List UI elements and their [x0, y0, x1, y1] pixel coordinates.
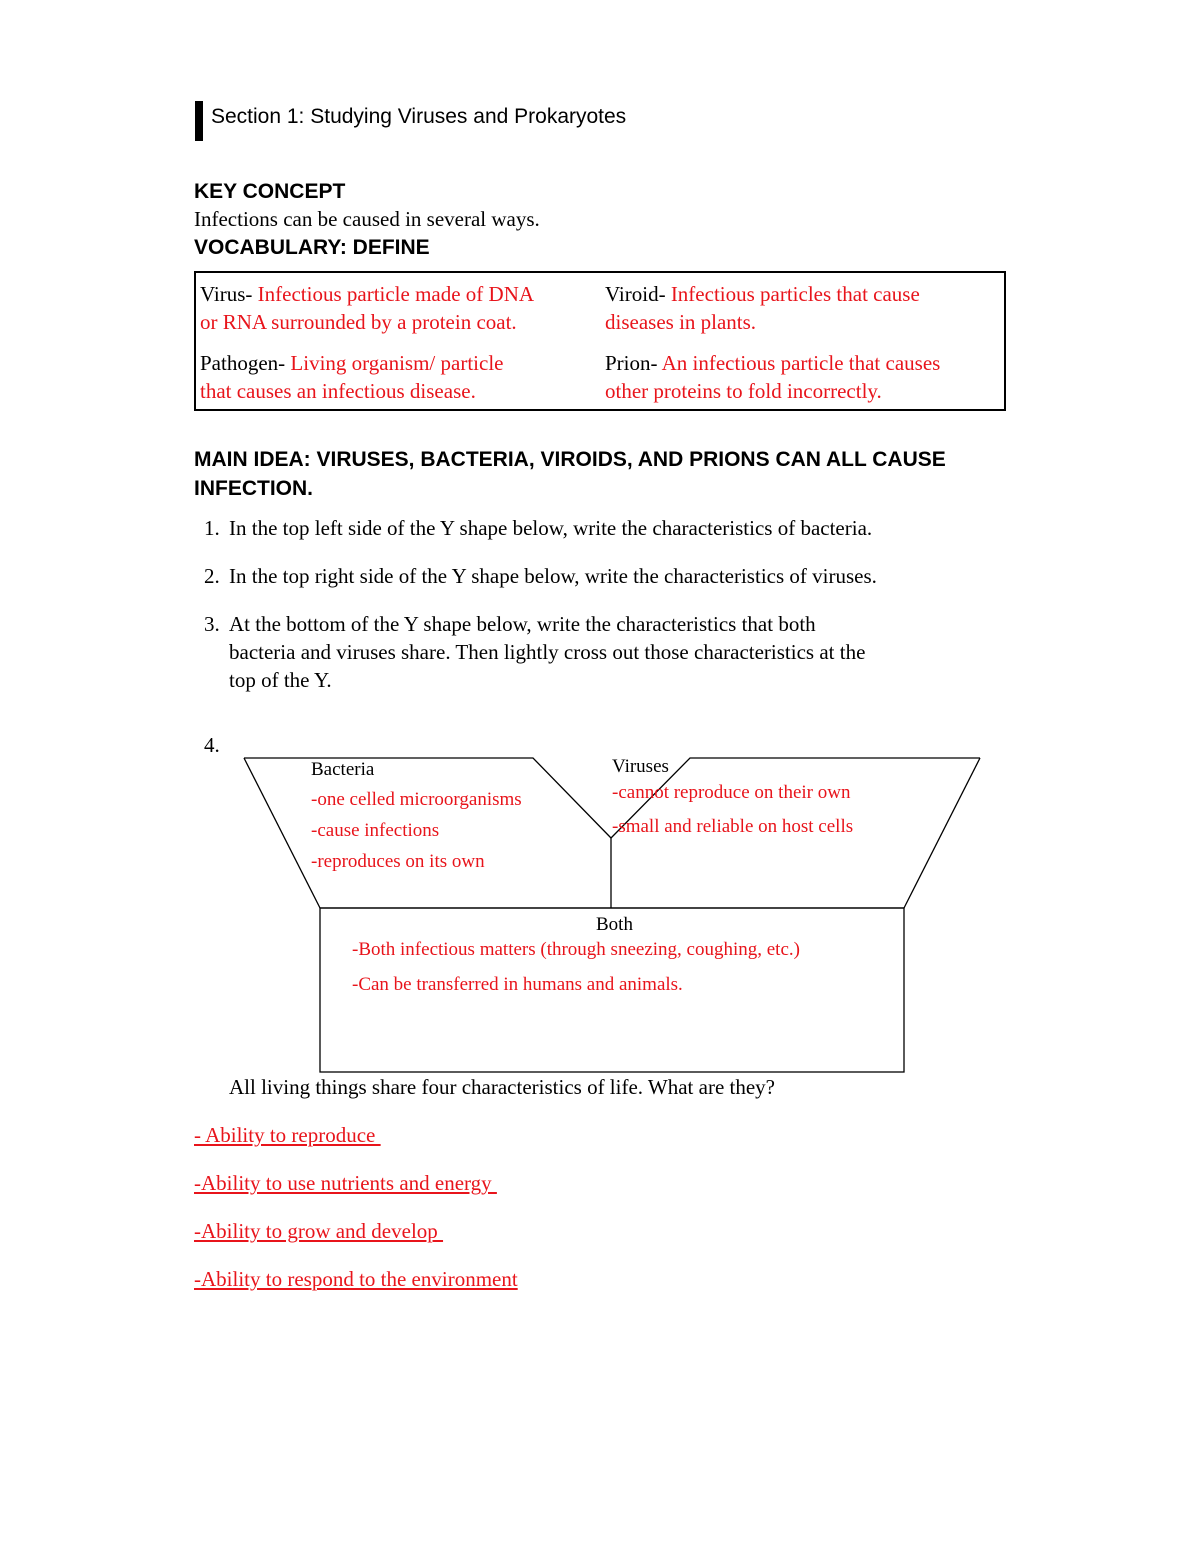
viruses-item: -cannot reproduce on their own	[612, 782, 851, 803]
both-item: -Can be transferred in humans and animals.	[352, 974, 683, 995]
both-label: Both	[596, 914, 633, 935]
vocab-definition: that causes an infectious disease.	[200, 379, 476, 403]
diagram-number: 4.	[204, 733, 220, 757]
y-shape-left-edge	[244, 758, 320, 908]
bacteria-label: Bacteria	[311, 759, 375, 780]
vocabulary-heading: VOCABULARY: DEFINE	[194, 236, 430, 259]
instruction-number: 1.	[204, 516, 220, 540]
vocab-definition: Infectious particle made of DNA	[257, 282, 535, 306]
vocab-definition: or RNA surrounded by a protein coat.	[200, 310, 517, 334]
instruction-number: 2.	[204, 564, 220, 588]
vocab-term: Pathogen-	[200, 351, 286, 375]
bacteria-item: -one celled microorganisms	[311, 789, 522, 810]
life-answer: -Ability to respond to the environment	[194, 1267, 518, 1291]
life-question: All living things share four characteristics of life. What are they?	[229, 1075, 775, 1099]
instruction-number: 3.	[204, 612, 220, 636]
y-shape-right-edge	[904, 758, 980, 908]
vocab-term: Virus-	[200, 282, 253, 306]
life-answer: -Ability to grow and develop	[194, 1219, 444, 1243]
vocab-definition: diseases in plants.	[605, 310, 757, 334]
viruses-item: -small and reliable on host cells	[612, 816, 854, 837]
vocab-definition: Living organism/ particle	[290, 351, 504, 375]
main-idea-line1: MAIN IDEA: VIRUSES, BACTERIA, VIROIDS, AND PRIONS CAN ALL CAUSE	[194, 448, 946, 471]
vocab-definition: Infectious particles that cause	[670, 282, 920, 306]
both-item: -Both infectious matters (through sneezing, coughing, etc.)	[352, 939, 800, 960]
section-title: Section 1: Studying Viruses and Prokaryotes	[211, 105, 627, 128]
key-concept-heading: KEY CONCEPT	[194, 180, 346, 203]
vocab-definition: other proteins to fold incorrectly.	[605, 379, 882, 403]
key-concept-text: Infections can be caused in several ways.	[194, 207, 540, 231]
instruction-text: At the bottom of the Y shape below, write the characteristics that both	[229, 612, 816, 636]
instruction-text: bacteria and viruses share. Then lightly cross out those characteristics at the	[229, 640, 866, 664]
bacteria-item: -cause infections	[311, 820, 440, 841]
vocab-definition: An infectious particle that causes	[661, 351, 941, 375]
life-answer: - Ability to reproduce	[194, 1123, 381, 1147]
vocab-term: Viroid-	[605, 282, 666, 306]
vocab-term: Prion-	[605, 351, 658, 375]
viruses-label: Viruses	[612, 756, 669, 777]
instruction-text: top of the Y.	[229, 668, 332, 692]
bacteria-item: -reproduces on its own	[311, 851, 485, 872]
life-answer: -Ability to use nutrients and energy	[194, 1171, 497, 1195]
instruction-text: In the top left side of the Y shape below, write the characteristics of bacteria.	[229, 516, 873, 540]
main-idea-line2: INFECTION.	[194, 477, 313, 500]
instruction-text: In the top right side of the Y shape below, write the characteristics of viruses.	[229, 564, 877, 588]
